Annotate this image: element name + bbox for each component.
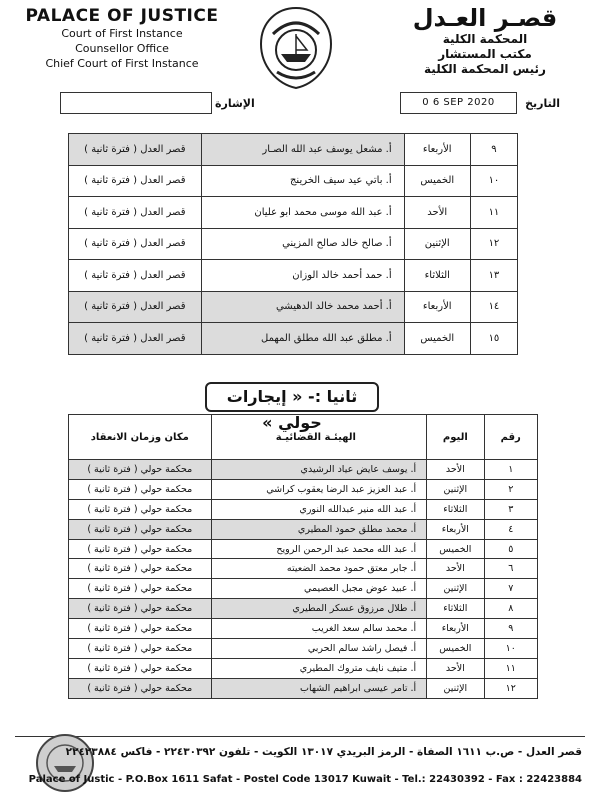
- cell-day: الإثنين: [427, 678, 484, 698]
- header-line-en-1: Court of First Instance: [61, 27, 183, 40]
- table-row: [69, 639, 538, 659]
- cell-place: قصر العدل ( فترة ثانية ): [69, 197, 202, 229]
- cell-day: الثلاثاء: [404, 260, 470, 292]
- schedule-table-1: [68, 133, 518, 355]
- cell-num: ٩: [470, 134, 517, 166]
- cell-place: قصر العدل ( فترة ثانية ): [69, 228, 202, 260]
- cell-name: أ. حمد أحمد خالد الوزان: [201, 260, 404, 292]
- cell-name: أ. أحمد محمد خالد الدهيشي: [201, 291, 404, 323]
- schedule-table-2-body: [69, 460, 538, 699]
- table-row: [69, 658, 538, 678]
- cell-day: الأحد: [427, 559, 484, 579]
- cell-num: ١٠: [470, 165, 517, 197]
- cell-num: ١١: [470, 197, 517, 229]
- table-row: [69, 260, 518, 292]
- cell-num: ١: [484, 460, 538, 480]
- header-line-en-3: Chief Court of First Instance: [45, 57, 199, 70]
- table-row: [69, 291, 518, 323]
- table-row: [69, 599, 538, 619]
- cell-day: الخميس: [404, 165, 470, 197]
- cell-place: محكمة حولي ( فترة ثانية ): [69, 559, 212, 579]
- cell-day: الإثنين: [427, 579, 484, 599]
- table-row: [69, 619, 538, 639]
- table-row: [69, 197, 518, 229]
- footer-english-address: Palace of Justic - P.O.Box 1611 Safat - Postel Code 13017 Kuwait - Tel.: 22430392 - Fax : 22423884: [28, 774, 582, 785]
- reference-date-bar: [60, 92, 560, 114]
- date-stamp: 0 6 SEP 2020: [400, 92, 517, 114]
- cell-num: ٧: [484, 579, 538, 599]
- cell-day: الثلاثاء: [427, 599, 484, 619]
- table-row: [69, 323, 518, 355]
- cell-place: محكمة حولي ( فترة ثانية ): [69, 599, 212, 619]
- section-2-title: ثانيا :- « إيجارات حولي »: [205, 382, 379, 412]
- cell-name: أ. صالح خالد صالح المزيني: [201, 228, 404, 260]
- cell-place: قصر العدل ( فترة ثانية ): [69, 260, 202, 292]
- cell-num: ٦: [484, 559, 538, 579]
- header-title-ar: قصـر العـدل: [412, 4, 558, 32]
- table-row: [69, 579, 538, 599]
- cell-place: قصر العدل ( فترة ثانية ): [69, 323, 202, 355]
- header-arabic: [400, 4, 570, 77]
- cell-day: الأحد: [427, 658, 484, 678]
- cell-place: محكمة حولي ( فترة ثانية ): [69, 678, 212, 698]
- reference-label: الإشارة: [215, 97, 255, 110]
- header-panel: الهيئـة القضائيـة: [211, 415, 427, 460]
- table-row: [69, 134, 518, 166]
- table-row: [69, 499, 538, 519]
- cell-day: الأربعاء: [404, 134, 470, 166]
- cell-place: قصر العدل ( فترة ثانية ): [69, 291, 202, 323]
- footer-divider: [15, 736, 585, 737]
- header-place: مكان وزمان الانعقاد: [69, 415, 212, 460]
- cell-name: أ. متيف نايف متروك المطيري: [211, 658, 427, 678]
- table-row: [69, 539, 538, 559]
- cell-day: الأحد: [427, 460, 484, 480]
- table-row: [69, 519, 538, 539]
- cell-day: الخميس: [404, 323, 470, 355]
- cell-name: أ. يوسف عايض عياد الرشيدي: [211, 460, 427, 480]
- cell-day: الأربعاء: [427, 619, 484, 639]
- header-line-ar-1: المحكمة الكلية: [442, 32, 528, 46]
- cell-day: الخميس: [427, 539, 484, 559]
- cell-place: محكمة حولي ( فترة ثانية ): [69, 519, 212, 539]
- cell-place: قصر العدل ( فترة ثانية ): [69, 134, 202, 166]
- cell-name: أ. عبد الله موسى محمد ابو عليان: [201, 197, 404, 229]
- cell-place: محكمة حولي ( فترة ثانية ): [69, 619, 212, 639]
- cell-num: ١٢: [484, 678, 538, 698]
- cell-place: قصر العدل ( فترة ثانية ): [69, 165, 202, 197]
- cell-name: أ. عبيد عوض مجبل العصيمي: [211, 579, 427, 599]
- cell-day: الأحد: [404, 197, 470, 229]
- cell-num: ٨: [484, 599, 538, 619]
- table-header-row: [69, 415, 538, 460]
- cell-name: أ. محمد سالم سعد الغريب: [211, 619, 427, 639]
- cell-day: الأربعاء: [404, 291, 470, 323]
- cell-name: أ. فيصل راشد سالم الحربي: [211, 639, 427, 659]
- header-line-ar-2: مكتب المستشار: [438, 47, 532, 61]
- cell-day: الثلاثاء: [427, 499, 484, 519]
- cell-name: أ. طلال مرزوق عسكر المطيري: [211, 599, 427, 619]
- date-label: التاريخ: [525, 97, 560, 110]
- cell-name: أ. محمد مطلق حمود المطيري: [211, 519, 427, 539]
- cell-name: أ. مشعل يوسف عبد الله الصـار: [201, 134, 404, 166]
- cell-day: الإثنين: [404, 228, 470, 260]
- header-day: اليوم: [427, 415, 484, 460]
- cell-num: ١٤: [470, 291, 517, 323]
- schedule-table-1-body: [69, 134, 518, 355]
- schedule-table-2: [68, 414, 538, 699]
- cell-num: ٩: [484, 619, 538, 639]
- header-line-en-2: Counsellor Office: [75, 42, 169, 55]
- cell-place: محكمة حولي ( فترة ثانية ): [69, 639, 212, 659]
- cell-num: ٤: [484, 519, 538, 539]
- reference-box: [60, 92, 212, 114]
- cell-num: ٥: [484, 539, 538, 559]
- cell-place: محكمة حولي ( فترة ثانية ): [69, 579, 212, 599]
- cell-day: الأربعاء: [427, 519, 484, 539]
- cell-day: الإثنين: [427, 479, 484, 499]
- header-english: [22, 6, 222, 71]
- table-row: [69, 165, 518, 197]
- cell-name: أ. عبد العزيز عبد الرضا يعقوب كراشي: [211, 479, 427, 499]
- cell-num: ١١: [484, 658, 538, 678]
- cell-num: ١٥: [470, 323, 517, 355]
- cell-num: ٣: [484, 499, 538, 519]
- header-title-en: PALACE OF JUSTICE: [25, 6, 219, 26]
- cell-name: أ. مطلق عبد الله مطلق المهمل: [201, 323, 404, 355]
- table-row: [69, 460, 538, 480]
- cell-place: محكمة حولي ( فترة ثانية ): [69, 479, 212, 499]
- cell-num: ٢: [484, 479, 538, 499]
- cell-place: محكمة حولي ( فترة ثانية ): [69, 499, 212, 519]
- table-row: [69, 678, 538, 698]
- cell-num: ١٠: [484, 639, 538, 659]
- table-row: [69, 559, 538, 579]
- header-line-ar-3: رئيس المحكمة الكلية: [424, 62, 546, 76]
- cell-name: أ. جابر معتق حمود محمد الضعيته: [211, 559, 427, 579]
- cell-name: أ. عبد الله محمد عبد الرحمن الرويح: [211, 539, 427, 559]
- state-emblem-icon: [255, 4, 337, 92]
- cell-place: محكمة حولي ( فترة ثانية ): [69, 658, 212, 678]
- cell-day: الخميس: [427, 639, 484, 659]
- cell-place: محكمة حولي ( فترة ثانية ): [69, 539, 212, 559]
- cell-name: أ. تامر عيسى ابراهيم الشهاب: [211, 678, 427, 698]
- cell-name: أ. عبد الله منير عبدالله النوري: [211, 499, 427, 519]
- header-num: رقم: [484, 415, 538, 460]
- footer-arabic-address: قصر العدل - ص.ب ١٦١١ الصفاة - الرمز البريدي ١٣٠١٧ الكويت - تلفون ٢٢٤٣٠٣٩٢ - فاكس ٢٢٤٢٣٨٨٤: [65, 746, 582, 758]
- cell-num: ١٣: [470, 260, 517, 292]
- cell-num: ١٢: [470, 228, 517, 260]
- cell-place: محكمة حولي ( فترة ثانية ): [69, 460, 212, 480]
- table-row: [69, 228, 518, 260]
- table-row: [69, 479, 538, 499]
- cell-name: أ. باتي عيد سيف الخرينج: [201, 165, 404, 197]
